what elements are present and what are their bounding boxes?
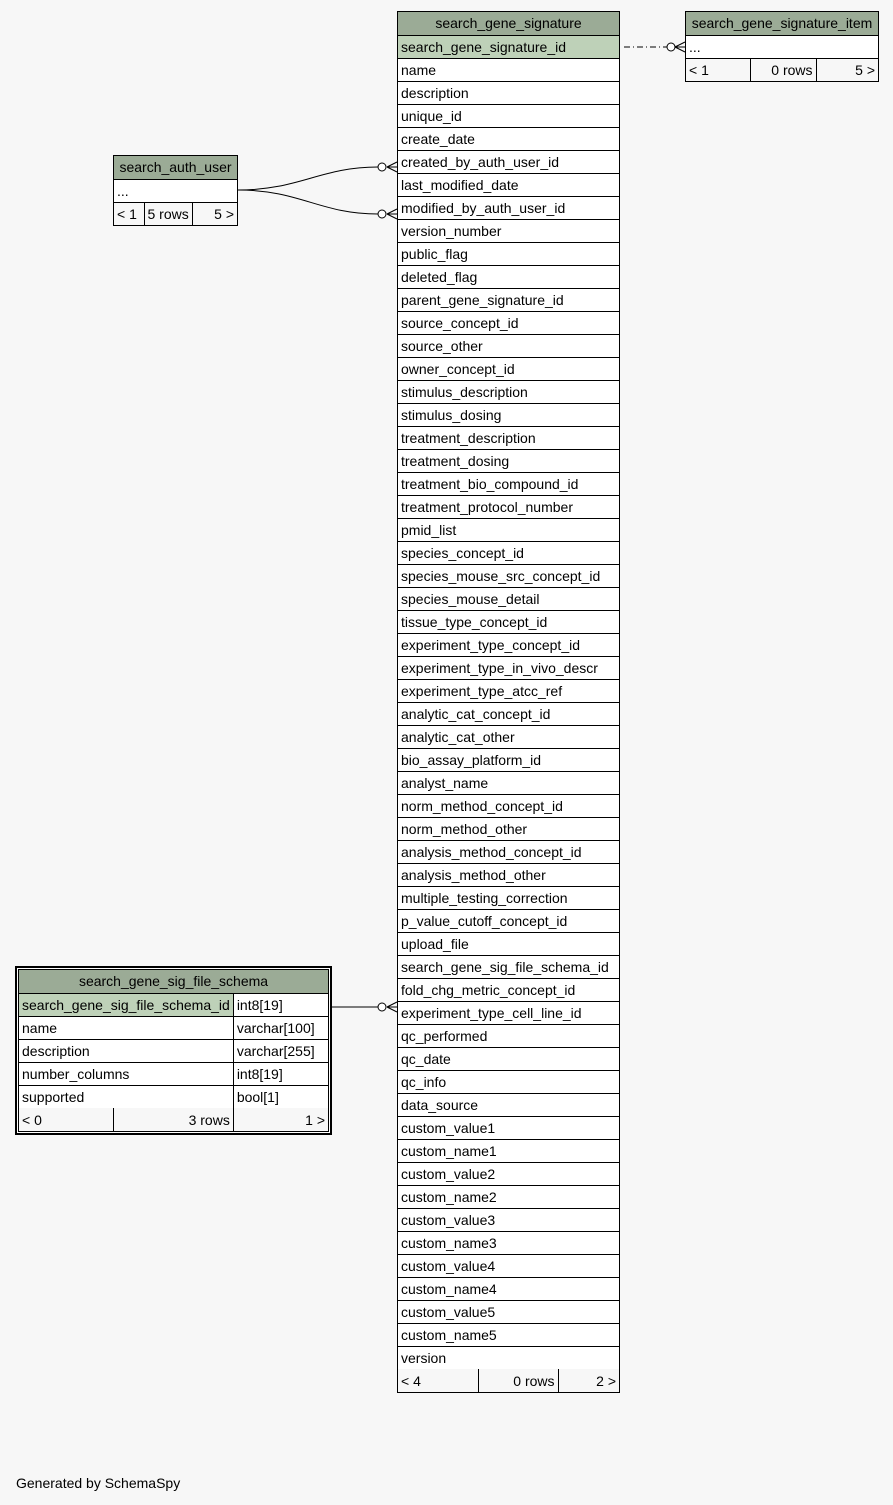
column-row: treatment_dosing (398, 449, 619, 472)
column-row: source_other (398, 334, 619, 357)
table-search-auth-user[interactable] (113, 155, 238, 226)
collapsed-columns: ... (686, 35, 878, 58)
column-row: description (398, 81, 619, 104)
column-row: custom_value1 (398, 1116, 619, 1139)
column-row: treatment_bio_compound_id (398, 472, 619, 495)
row-count: 3 rows (113, 1108, 233, 1131)
children-link[interactable]: 5 > (192, 202, 237, 225)
column-row: treatment_description (398, 426, 619, 449)
column-row: qc_date (398, 1047, 619, 1070)
column-row: unique_id (398, 104, 619, 127)
column-row: qc_info (398, 1070, 619, 1093)
column-row: experiment_type_cell_line_id (398, 1001, 619, 1024)
column-name: number_columns (19, 1062, 233, 1085)
parents-link[interactable]: < 1 (686, 58, 750, 81)
relation-schema-crowsfoot (387, 1002, 397, 1012)
column-row: experiment_type_in_vivo_descr (398, 656, 619, 679)
column-row: last_modified_date (398, 173, 619, 196)
table-title[interactable]: search_auth_user (114, 156, 237, 179)
column-row: custom_name2 (398, 1185, 619, 1208)
column-row: name (398, 58, 619, 81)
children-link[interactable]: 5 > (816, 58, 878, 81)
column-row: p_value_cutoff_concept_id (398, 909, 619, 932)
relation-created-crowsfoot (387, 162, 397, 172)
column-row: stimulus_dosing (398, 403, 619, 426)
column-row: analysis_method_other (398, 863, 619, 886)
relation-item-crowsfoot (675, 42, 685, 52)
table-title[interactable]: search_gene_signature (398, 12, 619, 35)
children-link[interactable]: 1 > (233, 1108, 328, 1131)
column-row: tissue_type_concept_id (398, 610, 619, 633)
column-type: int8[19] (233, 1062, 328, 1085)
column-row: norm_method_other (398, 817, 619, 840)
column-row: owner_concept_id (398, 357, 619, 380)
collapsed-columns: ... (114, 179, 237, 202)
column-row: custom_value4 (398, 1254, 619, 1277)
column-row: bio_assay_platform_id (398, 748, 619, 771)
parents-link[interactable]: < 4 (398, 1369, 478, 1392)
column-row: analytic_cat_concept_id (398, 702, 619, 725)
column-row: experiment_type_concept_id (398, 633, 619, 656)
column-row: custom_value5 (398, 1300, 619, 1323)
column-row: analytic_cat_other (398, 725, 619, 748)
table-search-gene-sig-file-schema[interactable] (16, 967, 331, 1134)
column-row: custom_value2 (398, 1162, 619, 1185)
column-row: parent_gene_signature_id (398, 288, 619, 311)
column-row: species_mouse_detail (398, 587, 619, 610)
column-name: description (19, 1039, 233, 1062)
column-row: treatment_protocol_number (398, 495, 619, 518)
parents-link[interactable]: < 1 (114, 202, 144, 225)
column-row: norm_method_concept_id (398, 794, 619, 817)
column-row: deleted_flag (398, 265, 619, 288)
relation-auth-modified (238, 190, 378, 214)
column-name: supported (19, 1085, 233, 1108)
column-row: species_concept_id (398, 541, 619, 564)
primary-key-column: search_gene_sig_file_schema_id (19, 993, 233, 1016)
column-row: species_mouse_src_concept_id (398, 564, 619, 587)
column-row: version (398, 1346, 619, 1369)
column-row: analyst_name (398, 771, 619, 794)
table-title[interactable]: search_gene_signature_item (686, 12, 878, 35)
table-search-gene-signature-item[interactable] (685, 11, 879, 82)
row-count: 5 rows (144, 202, 192, 225)
column-row: multiple_testing_correction (398, 886, 619, 909)
column-row: analysis_method_concept_id (398, 840, 619, 863)
column-row: custom_value3 (398, 1208, 619, 1231)
column-type: bool[1] (233, 1085, 328, 1108)
column-name: name (19, 1016, 233, 1039)
column-row: custom_name5 (398, 1323, 619, 1346)
column-row: created_by_auth_user_id (398, 150, 619, 173)
table-search-gene-signature[interactable] (397, 11, 620, 1393)
column-row: custom_name4 (398, 1277, 619, 1300)
column-row: custom_name1 (398, 1139, 619, 1162)
parents-link[interactable]: < 0 (19, 1108, 113, 1131)
primary-key-column: search_gene_signature_id (398, 35, 619, 58)
relation-created-optional-mark (378, 163, 386, 171)
relation-schema-optional-mark (378, 1003, 386, 1011)
column-row: public_flag (398, 242, 619, 265)
column-row: stimulus_description (398, 380, 619, 403)
generated-by-note: Generated by SchemaSpy (16, 1475, 181, 1491)
column-row: qc_performed (398, 1024, 619, 1047)
column-row: create_date (398, 127, 619, 150)
column-type: varchar[255] (233, 1039, 328, 1062)
column-row: search_gene_sig_file_schema_id (398, 955, 619, 978)
column-row: experiment_type_atcc_ref (398, 679, 619, 702)
column-row: fold_chg_metric_concept_id (398, 978, 619, 1001)
column-row: modified_by_auth_user_id (398, 196, 619, 219)
relation-item-optional-mark (667, 43, 675, 51)
column-type: varchar[100] (233, 1016, 328, 1039)
column-row: data_source (398, 1093, 619, 1116)
column-type: int8[19] (233, 993, 328, 1016)
column-row: source_concept_id (398, 311, 619, 334)
children-link[interactable]: 2 > (558, 1369, 619, 1392)
relation-modified-optional-mark (378, 210, 386, 218)
column-row: pmid_list (398, 518, 619, 541)
column-row: custom_name3 (398, 1231, 619, 1254)
relation-auth-created (238, 167, 378, 190)
column-row: upload_file (398, 932, 619, 955)
row-count: 0 rows (478, 1369, 558, 1392)
relation-modified-crowsfoot (387, 209, 397, 219)
row-count: 0 rows (750, 58, 816, 81)
column-row: version_number (398, 219, 619, 242)
table-title[interactable]: search_gene_sig_file_schema (19, 970, 328, 993)
